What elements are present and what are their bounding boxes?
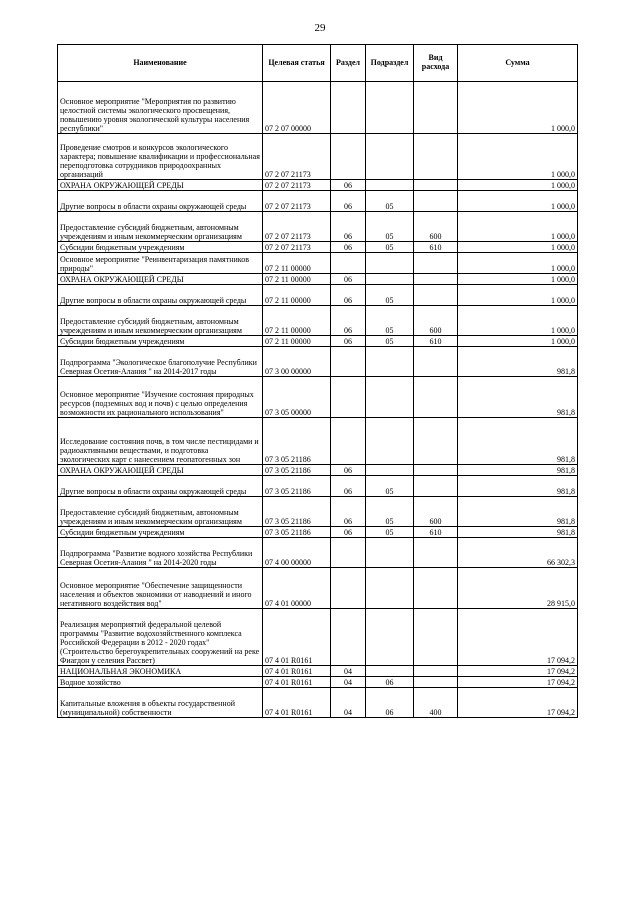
row-subsection: 05: [366, 191, 414, 212]
row-section: [331, 347, 366, 377]
row-section: 04: [331, 677, 366, 688]
table-row: [58, 274, 578, 285]
row-section: 06: [331, 285, 366, 306]
row-expense-type: 610: [414, 242, 458, 253]
row-name: ОХРАНА ОКРУЖАЮЩЕЙ СРЕДЫ: [58, 274, 263, 285]
row-subsection: 05: [366, 212, 414, 242]
row-name: Субсидии бюджетным учреждениям: [58, 242, 263, 253]
row-name: НАЦИОНАЛЬНАЯ ЭКОНОМИКА: [58, 666, 263, 677]
row-subsection: [366, 347, 414, 377]
row-sum: 1 000,0: [458, 242, 578, 253]
row-section: [331, 377, 366, 418]
table-row: [58, 212, 578, 242]
row-target: 07 4 01 R0161: [263, 666, 331, 677]
row-subsection: [366, 180, 414, 191]
row-name: Основное мероприятие "Изучение состояния природных ресурсов (подземных вод и почв) с целью определения возможности их рационального использования": [58, 377, 263, 418]
row-subsection: [366, 666, 414, 677]
row-expense-type: [414, 609, 458, 666]
table-row: [58, 336, 578, 347]
row-sum: 981,8: [458, 377, 578, 418]
row-section: 06: [331, 497, 366, 527]
row-name: ОХРАНА ОКРУЖАЮЩЕЙ СРЕДЫ: [58, 465, 263, 476]
row-expense-type: [414, 465, 458, 476]
row-section: [331, 82, 366, 134]
budget-table: [57, 44, 578, 718]
row-name: Предоставление субсидий бюджетным, автономным учреждениям и иным некоммерческим организациям: [58, 212, 263, 242]
row-name: Основное мероприятие "Мероприятия по развитию целостной системы экологического просвещения, повышению уровня экологической культуры населения республики": [58, 82, 263, 134]
row-target: 07 3 00 00000: [263, 347, 331, 377]
row-subsection: [366, 134, 414, 180]
row-expense-type: [414, 134, 458, 180]
header-section: Раздел: [331, 45, 366, 82]
row-target: 07 2 07 21173: [263, 212, 331, 242]
row-name: Другие вопросы в области охраны окружающей среды: [58, 285, 263, 306]
row-target: 07 2 11 00000: [263, 285, 331, 306]
row-sum: 981,8: [458, 465, 578, 476]
row-name: Капитальные вложения в объекты государственной (муниципальной) собственности: [58, 688, 263, 718]
row-section: 06: [331, 180, 366, 191]
row-section: [331, 134, 366, 180]
row-name: Субсидии бюджетным учреждениям: [58, 336, 263, 347]
row-subsection: 05: [366, 285, 414, 306]
row-subsection: 05: [366, 242, 414, 253]
row-name: Основное мероприятие "Обеспечение защищенности населения и объектов экономики от наводнений и иного негативного воздействия вод": [58, 568, 263, 609]
row-expense-type: 600: [414, 212, 458, 242]
row-section: 06: [331, 242, 366, 253]
header-expense-type: Вид расхода: [414, 45, 458, 82]
row-expense-type: 600: [414, 306, 458, 336]
row-target: 07 3 05 21186: [263, 527, 331, 538]
row-target: 07 4 01 00000: [263, 568, 331, 609]
page-number: 29: [314, 22, 326, 34]
row-subsection: [366, 418, 414, 465]
row-subsection: [366, 465, 414, 476]
row-sum: 17 094,2: [458, 688, 578, 718]
row-sum: 1 000,0: [458, 336, 578, 347]
row-name: Исследование состояния почв, в том числе пестицидами и радиоактивными веществами, и подготовка экологических карт с нанесением геопатогенных зон: [58, 418, 263, 465]
row-expense-type: [414, 418, 458, 465]
row-expense-type: 610: [414, 336, 458, 347]
row-section: 06: [331, 527, 366, 538]
table-row: [58, 677, 578, 688]
row-sum: 28 915,0: [458, 568, 578, 609]
row-target: 07 3 05 21186: [263, 418, 331, 465]
row-expense-type: [414, 191, 458, 212]
row-expense-type: [414, 538, 458, 568]
row-section: [331, 418, 366, 465]
row-sum: 66 302,3: [458, 538, 578, 568]
row-section: [331, 253, 366, 274]
row-subsection: [366, 568, 414, 609]
row-subsection: 05: [366, 306, 414, 336]
table-row: [58, 134, 578, 180]
row-sum: 981,8: [458, 347, 578, 377]
row-expense-type: [414, 476, 458, 497]
table-row: [58, 253, 578, 274]
row-name: Предоставление субсидий бюджетным, автономным учреждениям и иным некоммерческим организациям: [58, 306, 263, 336]
row-section: [331, 609, 366, 666]
table-row: [58, 418, 578, 465]
row-subsection: 05: [366, 476, 414, 497]
table-row: [58, 688, 578, 718]
row-section: 06: [331, 274, 366, 285]
row-sum: 1 000,0: [458, 180, 578, 191]
row-target: 07 2 11 00000: [263, 336, 331, 347]
row-subsection: 06: [366, 677, 414, 688]
row-target: 07 3 05 00000: [263, 377, 331, 418]
table-row: [58, 306, 578, 336]
row-expense-type: [414, 82, 458, 134]
row-section: [331, 538, 366, 568]
row-subsection: [366, 82, 414, 134]
row-section: 06: [331, 336, 366, 347]
row-name: Реализация мероприятий федеральной целевой программы "Развитие водохозяйственного комплекса Российской Федерации в 2012 - 2020 годах" (Строительство берегоукрепительных сооружений на реке Фиагдон у селения Рассвет): [58, 609, 263, 666]
row-sum: 1 000,0: [458, 253, 578, 274]
table-row: [58, 497, 578, 527]
row-target: 07 4 01 R0161: [263, 609, 331, 666]
row-sum: 981,8: [458, 418, 578, 465]
row-section: 04: [331, 666, 366, 677]
row-expense-type: [414, 347, 458, 377]
row-subsection: [366, 274, 414, 285]
table-row: [58, 285, 578, 306]
row-name: Проведение смотров и конкурсов экологического характера; повышение квалификации и профессиональная переподготовка сотрудников природоохранных организаций: [58, 134, 263, 180]
row-name: Другие вопросы в области охраны окружающей среды: [58, 191, 263, 212]
table-row: [58, 527, 578, 538]
row-section: 06: [331, 465, 366, 476]
row-target: 07 4 00 00000: [263, 538, 331, 568]
row-target: 07 2 07 00000: [263, 82, 331, 134]
row-target: 07 3 05 21186: [263, 465, 331, 476]
row-target: 07 2 11 00000: [263, 306, 331, 336]
table-row: [58, 568, 578, 609]
table-row: [58, 476, 578, 497]
table-row: [58, 609, 578, 666]
row-expense-type: [414, 666, 458, 677]
row-section: [331, 568, 366, 609]
row-target: 07 2 07 21173: [263, 191, 331, 212]
row-name: Другие вопросы в области охраны окружающей среды: [58, 476, 263, 497]
row-sum: 17 094,2: [458, 609, 578, 666]
row-sum: 1 000,0: [458, 134, 578, 180]
row-name: Подпрограмма "Развитие водного хозяйства Республики Северная Осетия-Алания " на 2014-2020 годы: [58, 538, 263, 568]
row-target: 07 4 01 R0161: [263, 688, 331, 718]
row-expense-type: [414, 568, 458, 609]
row-expense-type: [414, 377, 458, 418]
table-row: [58, 538, 578, 568]
row-sum: 981,8: [458, 476, 578, 497]
row-expense-type: [414, 253, 458, 274]
row-section: 06: [331, 191, 366, 212]
row-expense-type: [414, 180, 458, 191]
table-row: [58, 377, 578, 418]
row-sum: 1 000,0: [458, 274, 578, 285]
table-row: [58, 242, 578, 253]
row-target: 07 3 05 21186: [263, 476, 331, 497]
row-name: Водное хозяйство: [58, 677, 263, 688]
row-expense-type: 600: [414, 497, 458, 527]
table-row: [58, 347, 578, 377]
row-subsection: 05: [366, 336, 414, 347]
table-row: [58, 82, 578, 134]
row-section: 06: [331, 306, 366, 336]
row-sum: 1 000,0: [458, 306, 578, 336]
row-sum: 1 000,0: [458, 82, 578, 134]
row-target: 07 2 07 21173: [263, 134, 331, 180]
row-name: ОХРАНА ОКРУЖАЮЩЕЙ СРЕДЫ: [58, 180, 263, 191]
row-target: 07 2 11 00000: [263, 253, 331, 274]
row-target: 07 2 11 00000: [263, 274, 331, 285]
row-section: 06: [331, 212, 366, 242]
row-sum: 1 000,0: [458, 285, 578, 306]
table-row: [58, 191, 578, 212]
row-subsection: 05: [366, 497, 414, 527]
row-sum: 981,8: [458, 497, 578, 527]
header-subsection: Подраздел: [366, 45, 414, 82]
row-subsection: [366, 538, 414, 568]
row-name: Подпрограмма "Экологическое благополучие Республики Северная Осетия-Алания " на 2014-2017 годы: [58, 347, 263, 377]
row-section: 04: [331, 688, 366, 718]
row-expense-type: 400: [414, 688, 458, 718]
row-target: 07 2 07 21173: [263, 180, 331, 191]
header-name: Наименование: [58, 45, 263, 82]
row-sum: 1 000,0: [458, 191, 578, 212]
row-name: Субсидии бюджетным учреждениям: [58, 527, 263, 538]
row-target: 07 4 01 R0161: [263, 677, 331, 688]
row-expense-type: 610: [414, 527, 458, 538]
row-name: Предоставление субсидий бюджетным, автономным учреждениям и иным некоммерческим организациям: [58, 497, 263, 527]
row-sum: 17 094,2: [458, 677, 578, 688]
table-row: [58, 465, 578, 476]
row-sum: 1 000,0: [458, 212, 578, 242]
row-sum: 17 094,2: [458, 666, 578, 677]
table-row: [58, 666, 578, 677]
row-subsection: 05: [366, 527, 414, 538]
row-subsection: [366, 609, 414, 666]
row-section: 06: [331, 476, 366, 497]
row-sum: 981,8: [458, 527, 578, 538]
row-expense-type: [414, 677, 458, 688]
header-target: Целевая статья: [263, 45, 331, 82]
row-target: 07 3 05 21186: [263, 497, 331, 527]
row-subsection: 06: [366, 688, 414, 718]
row-subsection: [366, 377, 414, 418]
table-header-row: [58, 45, 578, 82]
row-expense-type: [414, 274, 458, 285]
row-target: 07 2 07 21173: [263, 242, 331, 253]
row-name: Основное мероприятие "Реинвентаризация памятников природы": [58, 253, 263, 274]
table-row: [58, 180, 578, 191]
row-subsection: [366, 253, 414, 274]
header-sum: Сумма: [458, 45, 578, 82]
row-expense-type: [414, 285, 458, 306]
